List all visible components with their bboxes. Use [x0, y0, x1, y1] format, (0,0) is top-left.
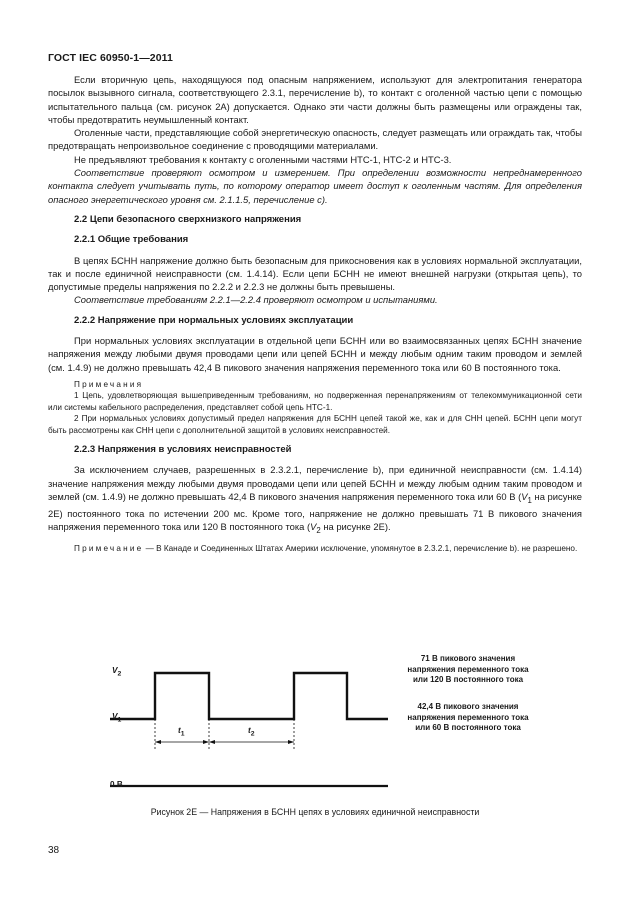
- v2-label: $V_2$: [112, 666, 122, 678]
- page-number: 38: [48, 845, 60, 856]
- v2-annotation: 71 В пикового значения напряжения переменного тока или 120 В постоянного тока: [407, 654, 529, 684]
- t2-label: $t_2$: [248, 726, 255, 738]
- paragraph-fault-voltage: За исключением случаев, разрешенных в 2.3.2.1, перечисление b), при единичной неисправности (см. 1.4.14) значение напряжения между любыми двумя проводами цепи или цепей БСНН и между любым одним таким проводом и землей (см. 1.4.9) не должно превышать 42,4 В пикового значения напряжения переменного тока или 60 В ($V_1$ на рисунке 2Е) постоянного тока по истечении 200 мс. Кроме того, напряжение не должно превышать 71 В пикового значения напряжения переменного тока или 120 В постоянного тока ($V_2$ на рисунке 2Е).: [48, 464, 582, 536]
- notes-block: [48, 379, 582, 436]
- paragraph: Не предъявляют требования к контакту с оголенными частями НТС-1, НТС-2 и НТС-3.: [74, 153, 452, 165]
- document-header: ГОСТ IEC 60950-1—2011: [48, 52, 173, 64]
- paragraph-compliance: Соответствие проверяют осмотром и измерением. При определении возможности непреднамеренного контакта следует учитывать путь, по которому оператор имеет доступ к оголенным частям. Для определения опасного энергетического уровня см. 2.1.1.5, перечисление с).: [48, 167, 582, 205]
- document-body: [48, 73, 582, 554]
- paragraph-compliance: Соответствие требованиям 2.2.1—2.2.4 проверяют осмотром и испытаниями.: [74, 294, 438, 306]
- paragraph: Если вторичную цепь, находящуюся под опасным напряжением, используют для электропитания генератора посылок вызывного сигнала, соответствующего 2.3.1, перечисление b), то контакт с оголенной частью цепи с помощью испытательного пальца (см. рисунок 2А) допускается. Однако эти части должны быть размещены или ограждены так, чтобы предотвратить неумышленный контакт.: [48, 74, 582, 125]
- note-block: [48, 543, 582, 554]
- note-item: Примечание — В Канаде и Соединенных Штатах Америки исключение, упомянутое в 2.3.2.1, перечисление b). не разрешено.: [74, 543, 578, 553]
- paragraph: При нормальных условиях эксплуатации в отдельной цепи БСНН или во взаимосвязанных цепях БСНН значение напряжения между любыми двумя проводами цепи или цепей БСНН и между любым одним таким проводом и землей (см. 1.4.9) не должно превышать 42,4 В пикового значения напряжения переменного тока или 60 В постоянного тока.: [48, 335, 582, 373]
- figure-2e: [48, 652, 582, 802]
- notes-title: Примечания: [74, 379, 144, 389]
- zero-volt-label: 0 В: [110, 780, 123, 789]
- section-heading-2-2-2: 2.2.2 Напряжение при нормальных условиях эксплуатации: [74, 314, 354, 326]
- note-item: 2 При нормальных условиях допустимый предел напряжения для БСНН цепей такой же, как и для СНН цепей. БСНН цепи могут быть рассмотрены как СНН цепи с дополнительной защитой в условиях неисправностей.: [48, 414, 582, 435]
- voltage-waveform: [110, 673, 388, 719]
- figure-caption: Рисунок 2Е — Напряжения в БСНН цепях в условиях единичной неисправности: [150, 807, 480, 817]
- v1-annotation: 42,4 В пикового значения напряжения переменного тока или 60 В постоянного тока: [407, 702, 529, 732]
- note-item: 1 Цепь, удовлетворяющая вышеприведенным требованиям, но подверженная перенапряжениям от телекоммуникационной сети или системы кабельного распределения, представляет собой цепь НТС-1.: [48, 391, 582, 412]
- v1-label: $V_1$: [112, 712, 122, 724]
- section-heading-2-2-1: 2.2.1 Общие требования: [74, 234, 189, 246]
- section-heading-2-2-3: 2.2.3 Напряжения в условиях неисправностей: [74, 443, 292, 455]
- paragraph: Оголенные части, представляющие собой энергетическую опасность, следует размещать или ограждать так, чтобы предотвращать непроизвольное соединение с проводящими материалами.: [48, 127, 582, 152]
- section-heading-2-2: 2.2 Цепи безопасного сверхнизкого напряжения: [74, 213, 302, 225]
- t1-label: $t_1$: [178, 726, 185, 738]
- paragraph: В цепях БСНН напряжение должно быть безопасным для прикосновения как в условиях нормальной эксплуатации, так и после единичной неисправности (см. 1.4.14). Если цепи БСНН не имеют внешней нагрузки (открытая цепь), то допустимые пределы напряжения по 2.2.2 и 2.2.3 не должны быть превышены.: [48, 254, 582, 293]
